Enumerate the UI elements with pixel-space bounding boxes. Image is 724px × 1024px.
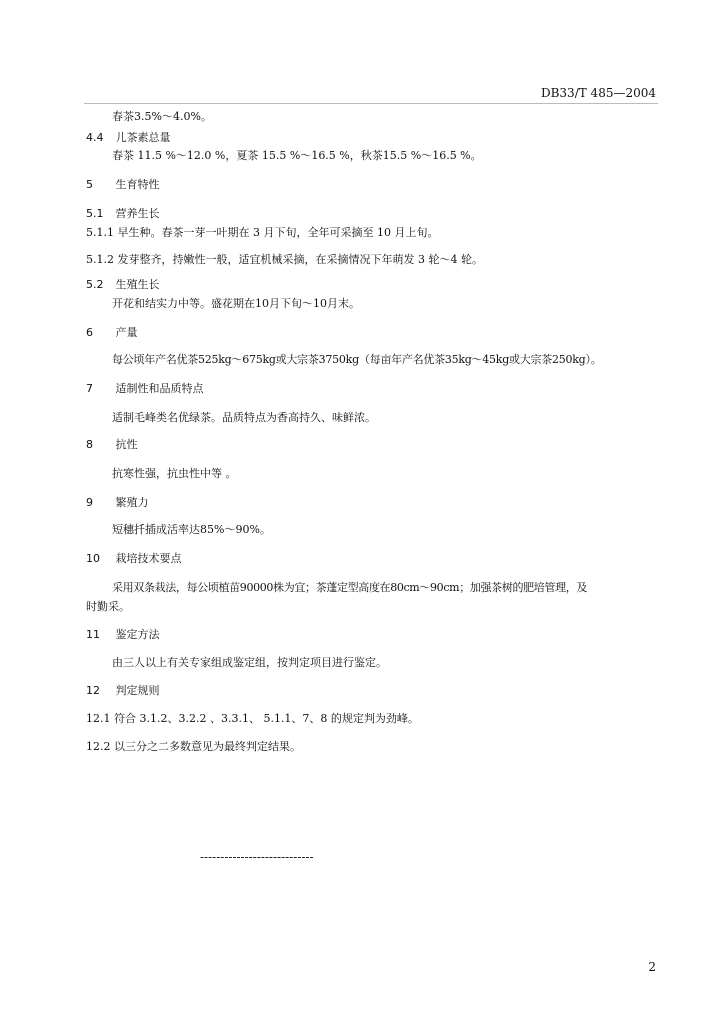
clause-12-2: 12.2 以三分之二多数意见为最终判定结果。 bbox=[86, 740, 301, 753]
section-title: 适制性和品质特点 bbox=[115, 382, 204, 395]
section-number: 6 bbox=[86, 326, 93, 339]
section-number: 10 bbox=[86, 552, 100, 565]
identification-text: 由三人以上有关专家组成鉴定组，按判定项目进行鉴定。 bbox=[112, 656, 387, 669]
section-title: 产量 bbox=[115, 326, 138, 339]
section-5-2-heading bbox=[86, 278, 160, 292]
header-rule bbox=[84, 103, 658, 104]
catechin-values: 春茶 11.5 %～12.0 %，夏茶 15.5 %～16.5 %，秋茶15.5 %～16.5 %。 bbox=[112, 149, 482, 162]
cultivation-text-line-2: 时勤采。 bbox=[86, 600, 130, 613]
section-number: 12 bbox=[86, 684, 100, 697]
clause-5-1-2: 5.1.2 发芽整齐，持嫩性一般，适宜机械采摘，在采摘情况下年萌发 3 轮～4 轮。 bbox=[86, 253, 483, 266]
section-8-heading bbox=[86, 438, 138, 452]
section-7-heading bbox=[86, 382, 204, 396]
section-11-heading bbox=[86, 628, 160, 642]
section-number: 5.1 bbox=[86, 207, 104, 220]
section-10-heading bbox=[86, 552, 182, 566]
section-6-heading bbox=[86, 326, 138, 340]
section-title: 栽培技术要点 bbox=[115, 552, 182, 565]
propagation-text: 短穗扦插成活率达85%～90%。 bbox=[112, 523, 271, 536]
section-title: 生殖生长 bbox=[115, 278, 160, 291]
section-title: 儿茶素总量 bbox=[115, 131, 171, 144]
section-number: 5 bbox=[86, 178, 93, 191]
document-code: DB33/T 485—2004 bbox=[540, 86, 656, 100]
suitability-text: 适制毛峰类名优绿茶。品质特点为香高持久、味鲜浓。 bbox=[112, 411, 376, 424]
clause-12-1: 12.1 符合 3.1.2、3.2.2 、3.3.1、 5.1.1、7、8 的规定判为劲峰。 bbox=[86, 712, 419, 725]
section-number: 5.2 bbox=[86, 278, 104, 291]
section-title: 鉴定方法 bbox=[115, 628, 160, 641]
section-title: 生育特性 bbox=[115, 178, 160, 191]
resistance-text: 抗寒性强，抗虫性中等 。 bbox=[112, 467, 237, 480]
yield-text: 每公顷年产名优茶525kg～675kg或大宗茶3750kg（每亩年产名优茶35kg～45kg或大宗茶250kg）。 bbox=[112, 353, 602, 366]
section-4-4-heading bbox=[86, 131, 171, 145]
section-title: 营养生长 bbox=[115, 207, 160, 220]
section-number: 11 bbox=[86, 628, 100, 641]
section-number: 8 bbox=[86, 438, 93, 451]
section-title: 抗性 bbox=[115, 438, 138, 451]
end-separator: ---------------------------- bbox=[200, 850, 314, 864]
section-5-1-heading bbox=[86, 207, 160, 221]
section-number: 9 bbox=[86, 496, 93, 509]
section-9-heading bbox=[86, 496, 149, 510]
section-title: 繁殖力 bbox=[115, 496, 149, 509]
section-5-heading bbox=[86, 178, 160, 192]
section-number: 7 bbox=[86, 382, 93, 395]
section-title: 判定规则 bbox=[115, 684, 160, 697]
page-number: 2 bbox=[648, 960, 656, 974]
clause-5-1-1: 5.1.1 早生种。春茶一芽一叶期在 3 月下旬，全年可采摘至 10 月上旬。 bbox=[86, 226, 439, 239]
cultivation-text-line-1: 采用双条栽法，每公顷植苗90000株为宜；茶蓬定型高度在80cm～90cm；加强茶树的肥培管理，及 bbox=[112, 581, 588, 594]
section-12-heading bbox=[86, 684, 160, 698]
flowering-text: 开花和结实力中等。盛花期在10月下旬～10月末。 bbox=[112, 297, 360, 310]
spring-tea-value: 春茶3.5%～4.0%。 bbox=[112, 110, 212, 123]
section-number: 4.4 bbox=[86, 131, 104, 144]
